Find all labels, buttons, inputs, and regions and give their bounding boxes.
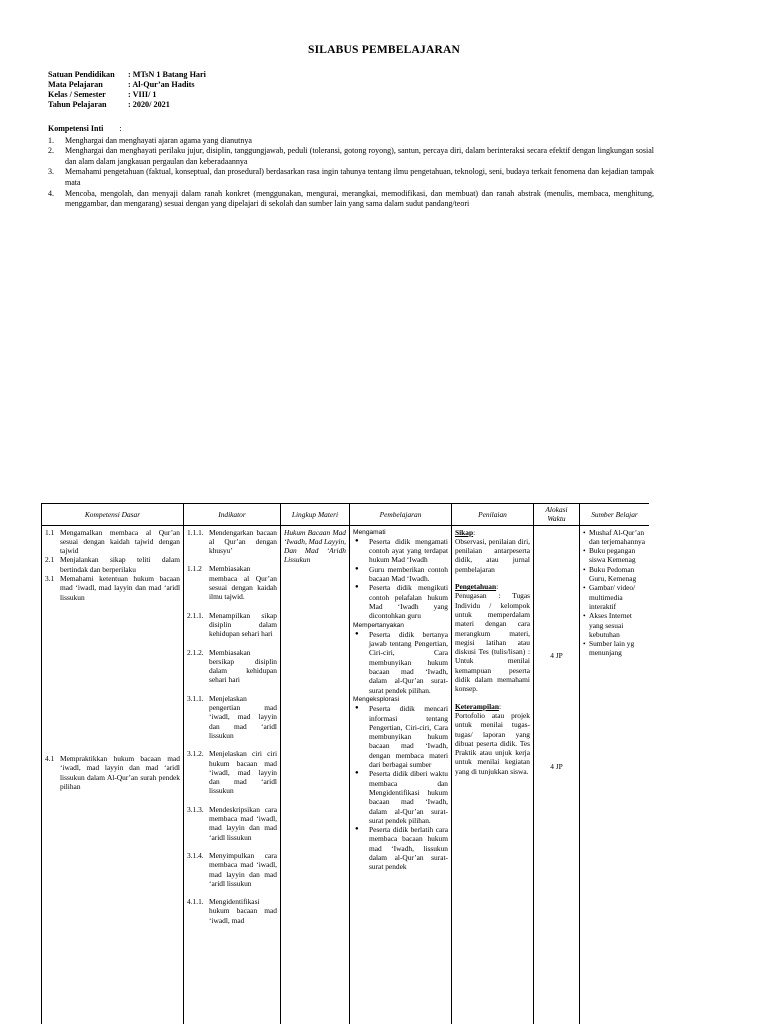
bullet-icon: • (583, 546, 586, 556)
penilaian-section (455, 582, 530, 694)
table-row (42, 525, 650, 1024)
identity-value: : VIII/ 1 (128, 90, 157, 99)
identity-value: : 2020/ 2021 (128, 100, 170, 109)
sumber-belajar-text: Buku pegangan siswa Kemenag (589, 546, 636, 565)
header-indikator: Indikator (184, 504, 281, 526)
indikator-number: 2.1.2. (187, 647, 204, 657)
pembelajaran-item (355, 825, 448, 871)
pembelajaran-item (355, 704, 448, 769)
bullet-icon: • (583, 639, 586, 649)
bullet-icon: ● (355, 630, 359, 637)
penilaian-heading-line (455, 528, 530, 537)
header-pembelajaran: Pembelajaran (350, 504, 452, 526)
pembelajaran-item (355, 537, 448, 565)
identity-row (48, 80, 206, 90)
penilaian-heading: Keterampilan (455, 701, 499, 711)
indikator-number: 1.1.2 (187, 564, 202, 574)
pembelajaran-section-heading: Mempertanyakan (353, 621, 404, 629)
kompetensi-inti-item (48, 136, 654, 147)
kompetensi-dasar-text: Mengamalkan membaca al Qur’an sesuai dengan kaidah tajwid dengan tajwid (60, 527, 180, 556)
indikator-number: 3.1.1. (187, 693, 204, 703)
kompetensi-inti-number: 4. (48, 188, 54, 198)
cell-alokasi-waktu (534, 525, 580, 1024)
sumber-belajar-text: Gambar/ video/ multimedia interaktif (589, 583, 636, 611)
kompetensi-dasar-number: 3.1 (45, 574, 55, 584)
indikator-item (187, 897, 277, 925)
kompetensi-inti-title: Kompetensi Inti (48, 124, 104, 133)
lingkup-materi-text: Hukum Bacaan Mad ‘Iwadh, Mad Layyin, Dan Mad ‘Aridh Lissukun (284, 527, 346, 565)
indikator-text: Menjelaskan ciri ciri hukum bacaan mad ‘iwadl, mad layyin dan mad ‘aridl lissukun (209, 749, 277, 796)
indikator-text: Menjelaskan pengertian mad ‘iwadl, mad layyin dan mad ‘aridl lissukun (209, 693, 277, 740)
sumber-belajar-item (583, 583, 646, 611)
kompetensi-dasar-text: Memahami ketentuan hukum bacaan mad ‘iwadl, mad layyin dan mad ‘aridl lissukun (60, 574, 180, 602)
syllabus-table (41, 503, 649, 1024)
kompetensi-dasar-text: Menjalankan sikap teliti dalam bertindak dan berperilaku (60, 555, 180, 574)
bullet-icon: ● (355, 537, 359, 544)
indikator-item (187, 564, 277, 601)
pembelajaran-item-text: Peserta didik mengamati contoh ayat yang terdapat hukum Mad ‘Iwadh (369, 536, 448, 565)
header-alokasi-waktu: Alokasi Waktu (534, 504, 580, 526)
pembelajaran-item-text: Peserta didik mengikuti contoh pelafalan hukum Mad ‘Iwadh yang dicontohkan guru (369, 583, 448, 621)
indikator-text: Mengidentifikasi hukum bacaan mad ‘iwadl, mad (209, 897, 277, 925)
penilaian-section (455, 702, 530, 776)
bullet-icon: ● (355, 584, 359, 591)
bullet-icon: ● (355, 770, 359, 777)
identity-block (48, 70, 206, 110)
alokasi-waktu-2: 4 JP (550, 761, 563, 771)
kompetensi-inti-text: Menghargai dan menghayati ajaran agama yang dianutnya (65, 135, 252, 145)
kompetensi-dasar-item (45, 528, 180, 556)
sumber-belajar-text: Buku Pedoman Guru, Kemenag (589, 564, 637, 584)
indikator-number: 1.1.1. (187, 527, 204, 537)
indikator-item (187, 611, 277, 639)
indikator-number: 4.1.1. (187, 897, 204, 907)
pembelajaran-section-heading: Mengamati (353, 528, 386, 536)
kompetensi-inti-text: Memahami pengetahuan (faktual, konseptual, dan prosedural) berdasarkan rasa ingin tahunya tentang ilmu pengetahuan, teknologi, seni, budaya terkait fenomena dan kejadian tampak mata (65, 167, 654, 187)
header-kompetensi-dasar: Kompetensi Dasar (42, 504, 184, 526)
bullet-icon: ● (355, 826, 359, 833)
indikator-text: Menyimpulkan cara membaca mad ‘iwadl, mad layyin dan mad ‘aridl lissukun (209, 850, 277, 888)
pembelajaran-item-text: Guru memberikan contoh bacaan Mad ‘Iwadh. (369, 564, 448, 584)
indikator-text: Membiasakan bersikap disiplin dalam kehidupan sehari hari (209, 647, 277, 685)
indikator-text: Mendengarkan bacaan al Qur’an dengan khusyu’ (209, 527, 277, 556)
kompetensi-dasar-number: 4.1 (45, 753, 55, 763)
pembelajaran-item-text: Peserta didik diberi waktu membaca dan Mengidentifikasi hukum bacaan mad ‘Iwadh, dalam al-Qur’an surat-surat pendek pilihan. (369, 769, 448, 825)
indikator-item (187, 749, 277, 795)
identity-label: Tahun Pelajaran (48, 100, 107, 109)
sumber-belajar-item (583, 546, 646, 565)
bullet-icon: • (583, 527, 586, 537)
kompetensi-inti-number: 3. (48, 167, 54, 177)
page-title: SILABUS PEMBELAJARAN (308, 44, 460, 56)
indikator-item (187, 648, 277, 685)
pembelajaran-item (355, 769, 448, 825)
identity-value: : Al-Qur’an Hadits (128, 80, 195, 89)
pembelajaran-item (355, 565, 448, 584)
penilaian-heading: Pengetahuan (455, 582, 497, 592)
indikator-text: Menampilkan sikap disiplin dalam kehidupan sehari hari (209, 610, 277, 639)
kompetensi-inti-item (48, 167, 654, 188)
cell-penilaian (452, 525, 534, 1024)
pembelajaran-item (355, 630, 448, 695)
indikator-number: 2.1.1. (187, 610, 204, 620)
header-lingkup-materi: Lingkup Materi (281, 504, 350, 526)
cell-indikator (184, 525, 281, 1024)
cell-pembelajaran (350, 525, 452, 1024)
kompetensi-dasar-item (45, 574, 180, 602)
kompetensi-inti-number: 2. (48, 146, 54, 156)
identity-label: Kelas / Semester (48, 90, 106, 99)
kompetensi-dasar-text: Mempraktikkan hukum bacaan mad ‘iwadl, mad layyin dan mad ‘aridl lissukun dalam Al-Qur’an surah pendek pilihan (60, 753, 180, 791)
penilaian-colon: : (496, 582, 499, 592)
indikator-text: Mendeskripsikan cara membaca mad ‘iwadl, mad layyin dan mad ‘aridl lissukun (209, 804, 277, 842)
penilaian-section (455, 528, 530, 574)
sumber-belajar-item (583, 639, 646, 658)
identity-row (48, 100, 206, 110)
indikator-number: 3.1.2. (187, 749, 204, 759)
bullet-icon: • (583, 564, 586, 574)
penilaian-heading-line (455, 702, 530, 711)
indikator-number: 3.1.3. (187, 804, 204, 814)
identity-value: : MTsN 1 Batang Hari (128, 70, 206, 79)
penilaian-colon: : (498, 701, 501, 711)
pembelajaran-section-heading: Mengeksplorasi (353, 695, 400, 703)
identity-row (48, 90, 206, 100)
header-sumber-belajar: Sumber Belajar (580, 504, 650, 526)
sumber-belajar-text: Sumber lain yg menunjang (589, 639, 635, 658)
sumber-belajar-item (583, 528, 646, 547)
kompetensi-dasar-item (45, 555, 180, 574)
sumber-belajar-item (583, 565, 646, 584)
cell-kompetensi-dasar (42, 525, 184, 1024)
kompetensi-inti-colon: : (119, 124, 122, 133)
pembelajaran-item-text: Peserta didik bertanya jawab tentang Pengertian, Ciri-ciri, Cara membunyikan hukum bacaan mad ‘Iwadh, dalam al-Qur’an surat-surat pendek pilihan. (369, 629, 448, 695)
indikator-item (187, 805, 277, 842)
bullet-icon: ● (355, 705, 359, 712)
penilaian-heading: Sikap (455, 527, 474, 537)
kompetensi-inti-section (48, 124, 654, 210)
indikator-item (187, 694, 277, 740)
kompetensi-inti-item (48, 146, 654, 167)
indikator-number: 3.1.4. (187, 850, 204, 860)
indikator-item (187, 851, 277, 888)
bullet-icon: ● (355, 565, 359, 572)
penilaian-text: Penugasan : Tugas Individu / kelompok untuk memperdalam materi dengan cara merangkum materi, megisi latihan atau diskusi Tes (tulis/lisan) : Untuk menilai kemampuan peserta didik dalam memahami konsep. (455, 591, 530, 694)
sumber-belajar-text: Akses Internet yang sesuai kebutuhan (589, 611, 632, 639)
kompetensi-inti-text: Menghargai dan menghayati perilaku jujur, disiplin, tanggungjawab, peduli (toleransi, gotong royong), santun, percaya diri, dalam berinteraksi secara efektif dengan lingkungan sosial dan alam dalam jangkauan pergaulan dan keberadaannya (65, 146, 654, 166)
cell-lingkup-materi (281, 525, 350, 1024)
alokasi-waktu-1: 4 JP (550, 650, 563, 660)
cell-sumber-belajar (580, 525, 650, 1024)
pembelajaran-item-text: Peserta didik mencari informasi tentang Pengertian, Ciri-ciri, Cara membunyikan hukum bacaan mad ‘Iwadh, dengan membaca materi dari berbagai sumber (369, 704, 448, 770)
penilaian-text: Portofolio atau projek untuk menilai tugas-tugas/ laporan yang dibuat peserta didik. Tes Praktik atau unjuk kerja untuk menilai kegiatan yang di tunjukkan siswa. (455, 710, 530, 776)
identity-label: Satuan Pendidikan (48, 70, 115, 79)
penilaian-heading-line (455, 582, 530, 591)
kompetensi-inti-number: 1. (48, 135, 54, 145)
table-header-row (42, 504, 650, 526)
kompetensi-dasar-number: 2.1 (45, 555, 55, 565)
bullet-icon: • (583, 611, 586, 621)
syllabus-table-wrapper (41, 503, 649, 1024)
penilaian-text: Observasi, penilaian diri, penilaian antarpeserta didik, atau jurnal pembelajaran (455, 536, 530, 574)
identity-label: Mata Pelajaran (48, 80, 103, 89)
pembelajaran-item (355, 583, 448, 620)
kompetensi-dasar-number: 1.1 (45, 527, 55, 537)
kompetensi-dasar-item (45, 754, 180, 791)
indikator-item (187, 528, 277, 556)
bullet-icon: • (583, 583, 586, 593)
kompetensi-inti-list (48, 136, 654, 210)
sumber-belajar-item (583, 611, 646, 639)
indikator-text: Membiasakan membaca al Qur’an sesuai dengan kaidah ilmu tajwid. (209, 564, 277, 602)
kompetensi-inti-item (48, 189, 654, 210)
sumber-belajar-text: Mushaf Al-Qur’an dan terjemahannya (589, 527, 646, 546)
kompetensi-inti-text: Mencoba, mengolah, dan menyaji dalam ranah konkret (menggunakan, mengurai, merangkai, memodifikasi, dan membuat) dan ranah abstrak (menulis, membaca, menghitung, menggambar, dan mengarang) sesuai dengan yang dipelajari di sekolah dan sumber lain yang sama dalam sudut pandang/teori (65, 188, 654, 209)
identity-row (48, 70, 206, 80)
penilaian-colon: : (473, 527, 476, 537)
pembelajaran-item-text: Peserta didik berlatih cara membaca bacaan hukum mad ‘Iwadh, lissukun dalam al-Qur’an surat-surat pendek (369, 825, 448, 872)
header-penilaian: Penilaian (452, 504, 534, 526)
